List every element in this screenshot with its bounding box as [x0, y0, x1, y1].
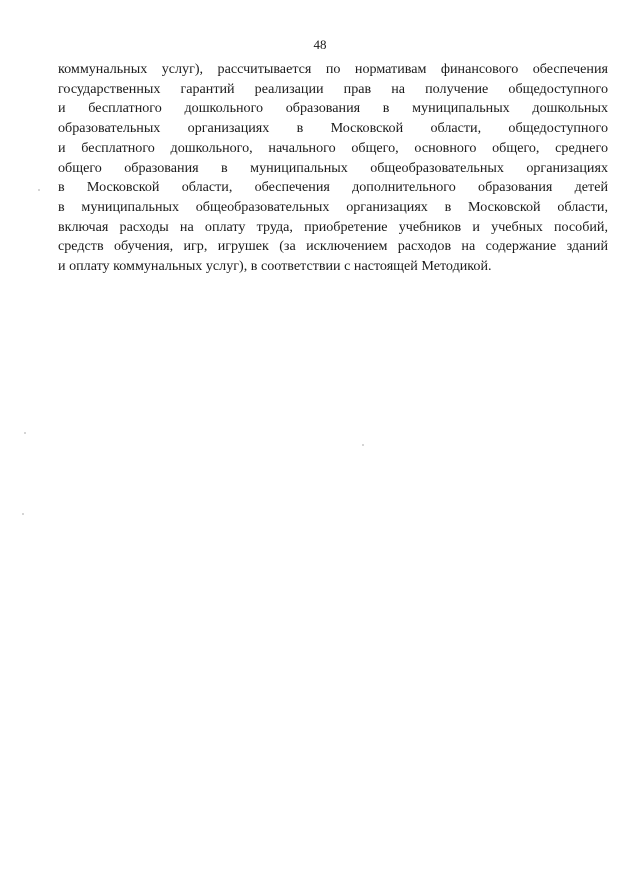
text-line-4: образовательных организациях в Московской области, общедоступного [58, 120, 608, 137]
text-line-11: и оплату коммунальных услуг), в соответствии с настоящей Методикой. [58, 258, 492, 275]
text-line-5: и бесплатного дошкольного, начального общего, основного общего, среднего [58, 139, 608, 156]
scan-speck [24, 432, 26, 434]
text-line-8: в муниципальных общеобразовательных организациях в Московской области, [58, 198, 608, 215]
scan-speck [22, 513, 24, 515]
text-line-10: средств обучения, игр, игрушек (за исключением расходов на содержание зданий [58, 238, 608, 255]
text-line-6: общего образования в муниципальных общеобразовательных организациях [58, 159, 608, 176]
scan-speck [362, 444, 364, 446]
text-line-3: и бесплатного дошкольного образования в муниципальных дошкольных [58, 100, 608, 117]
page-number: 48 [313, 37, 327, 52]
scan-speck [38, 189, 40, 191]
text-line-9: включая расходы на оплату труда, приобретение учебников и учебных пособий, [58, 218, 608, 235]
text-line-1: коммунальных услуг), рассчитывается по нормативам финансового обеспечения [58, 61, 608, 77]
body-paragraph [58, 60, 608, 277]
text-line-2: государственных гарантий реализации прав на получение общедоступного [58, 80, 608, 97]
text-line-7: в Московской области, обеспечения дополнительного образования детей [58, 179, 608, 196]
